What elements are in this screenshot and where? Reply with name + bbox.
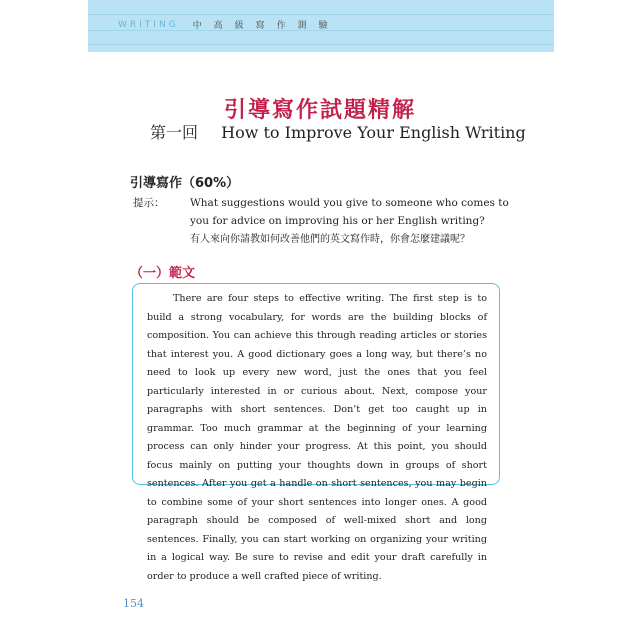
running-header <box>118 18 340 31</box>
example-heading: （一）範文 <box>130 266 196 281</box>
series-label-zh: 中高級寫作測驗 <box>192 21 340 31</box>
prompt-question-en: What suggestions would you give to someone who comes to you for advice on improving his or her English writing? <box>190 197 509 227</box>
prompt-label: 提示： <box>133 197 165 209</box>
page-number: 154 <box>123 597 144 610</box>
section-heading: 引導寫作（60%） <box>130 176 240 191</box>
page-title: 引導寫作試題精解 <box>223 98 416 123</box>
lesson-number: 第一回 <box>150 123 199 142</box>
lesson-title-en: How to Improve Your English Writing <box>221 123 526 142</box>
model-essay-text: There are four steps to effective writing. The first step is to build a strong vocabulary, for words are the building blocks of composition. You can achieve this through reading articles or stories that interest you. A good dictionary goes a long way, but there’s no need to look up every new word, just the ones that you feel particularly interested in or curious about. Next, compose your paragraphs with short sentences. Don’t get too caught up in grammar. Too much grammar at the beginning of your learning process can only hinder your progress. At this point, you should focus mainly on putting your thoughts down in groups of short sentences. After you get a handle on short sentences, you may begin to combine some of your short sentences into longer ones. A good paragraph should be composed of well-mixed short and long sentences. Finally, you can start working on organizing your writing in a logical way. Be sure to revise and edit your draft carefully in order to produce a well crafted piece of writing. <box>147 293 487 582</box>
prompt-question-zh: 有人來向你請教如何改善他們的英文寫作時，你會怎麼建議呢？ <box>190 234 470 245</box>
series-label-en: WRITING <box>118 19 179 30</box>
model-essay-box <box>132 283 500 582</box>
header-stripe <box>88 14 554 15</box>
header-stripe <box>88 44 554 45</box>
lesson-subtitle <box>150 120 526 143</box>
